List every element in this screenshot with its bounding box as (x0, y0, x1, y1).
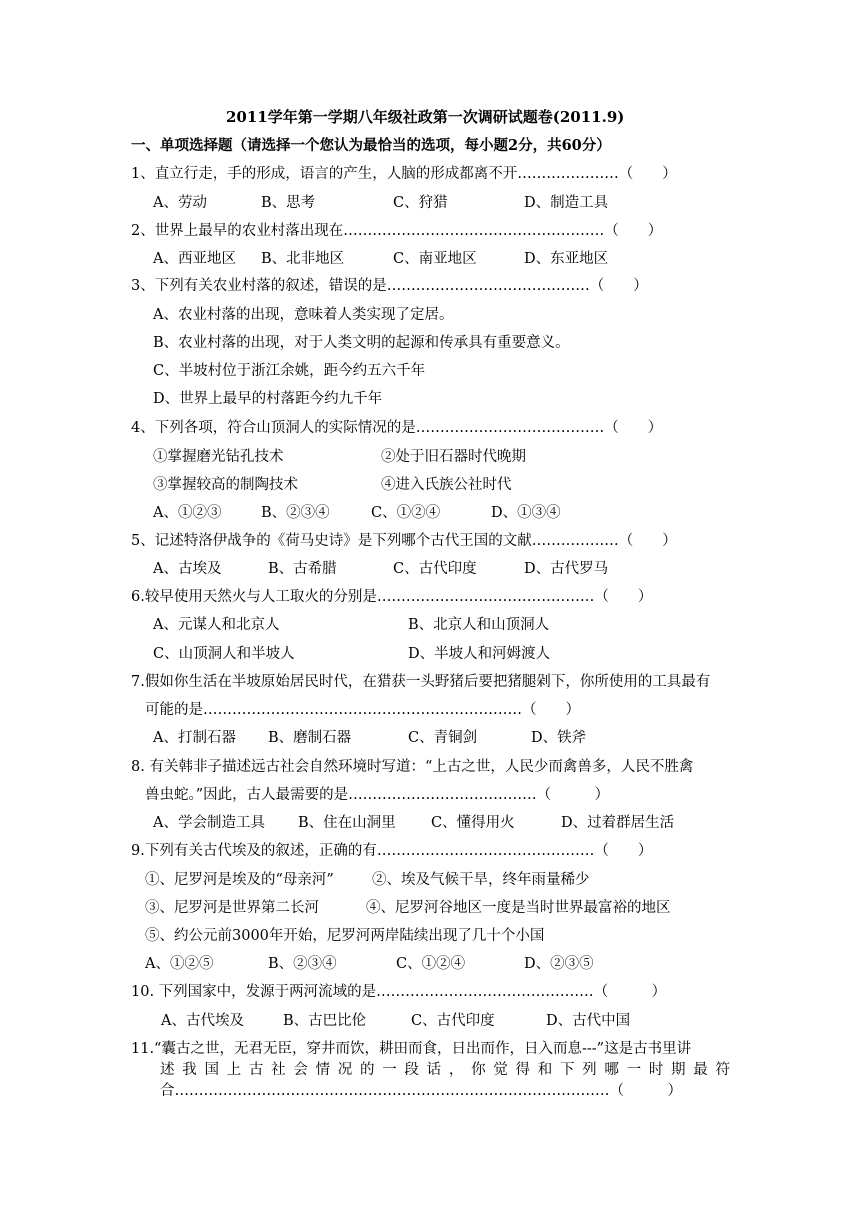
question-7-option-c: C、青铜剑 (408, 730, 478, 746)
exam-title: 2011学年第一学期八年级社政第一次调研试题卷(2011.9) (226, 108, 625, 126)
question-11-char: 一 (626, 1062, 642, 1078)
question-5-option-c: C、古代印度 (393, 561, 477, 577)
question-11-char: 时 (648, 1062, 664, 1078)
question-11-char: 古 (248, 1062, 264, 1078)
question-2-option-a: A、西亚地区 (153, 251, 236, 267)
question-3-option-d: D、世界上最早的村落距今约九千年 (153, 391, 383, 407)
question-9-stem: 9.下列有关古代埃及的叙述，正确的有………………………………………（ ） (131, 843, 653, 859)
question-8-option-a: A、学会制造工具 (153, 815, 265, 831)
question-8-option-b: B、住在山洞里 (298, 815, 396, 831)
question-11-char: 情 (315, 1062, 331, 1078)
question-7-option-a: A、打制石器 (153, 730, 236, 746)
question-11-char: 你 (471, 1062, 486, 1078)
question-8-option-c: C、懂得用火 (431, 815, 515, 831)
question-9-option-b: B、②③④ (268, 956, 337, 972)
question-4-option-b: B、②③④ (261, 505, 330, 521)
question-2-stem: 2、世界上最早的农业村落出现在………………………………………………（ ） (131, 223, 663, 239)
section-heading: 一、单项选择题（请选择一个您认为最恰当的选项，每小题2分，共60分） (131, 137, 611, 154)
question-7-stem-line1: 7.假如你生活在半坡原始居民时代，在猎获一头野猪后要把猪腿剁下，你所使用的工具最有 (131, 674, 711, 690)
question-11-char: 觉 (493, 1062, 508, 1078)
question-5-option-a: A、古埃及 (153, 561, 222, 577)
question-11-stem-line3: 合………………………………………………………………………………（ ） (160, 1083, 682, 1099)
question-9-item-5: ⑤、约公元前3000年开始，尼罗河两岸陆续出现了几十个小国 (145, 928, 545, 944)
question-11-stem-line2 (160, 1060, 730, 1080)
question-5-option-b: B、古希腊 (268, 561, 337, 577)
question-11-char: 述 (160, 1062, 175, 1078)
question-3-stem: 3、下列有关农业村落的叙述，错误的是……………………………………（ ） (131, 278, 648, 294)
question-11-char: 期 (671, 1062, 686, 1078)
question-11-char: 列 (582, 1062, 597, 1078)
question-9-item-4: ④、尼罗河谷地区一度是当时世界最富裕的地区 (366, 900, 671, 916)
question-4-option-d: D、①③④ (491, 505, 561, 521)
question-1-option-a: A、劳动 (153, 195, 207, 211)
question-11-char: 和 (537, 1062, 553, 1078)
question-11-char: 话 (426, 1062, 442, 1078)
question-10-option-c: C、古代印度 (411, 1013, 495, 1029)
question-11-char: 国 (204, 1062, 219, 1078)
question-3-option-b: B、农业村落的出现，对于人类文明的起源和传承具有重要意义。 (153, 335, 570, 351)
question-6-option-d: D、半坡人和河姆渡人 (408, 646, 551, 662)
question-10-stem: 10. 下列国家中，发源于两河流域的是………………………………………（ ） (131, 984, 667, 1000)
question-11-char: 得 (515, 1062, 530, 1078)
question-7-option-b: B、磨制石器 (268, 730, 352, 746)
question-8-stem-line2: 兽虫蛇。”因此，古人最需要的是…………………………………（ ） (145, 787, 610, 803)
question-11-stem-line1: 11.“囊古之世，无君无臣，穿井而饮，耕田而食，日出而作，日入而息---”这是古书里讲 (131, 1041, 692, 1057)
question-8-stem-line1: 8. 有关韩非子描述远古社会自然环境时写道：“上古之世，人民少而禽兽多，人民不胜禽 (131, 759, 694, 775)
question-11-char: 一 (382, 1062, 397, 1078)
question-9-item-1: ①、尼罗河是埃及的“母亲河” (145, 872, 334, 888)
question-11-char: 最 (693, 1062, 708, 1078)
question-11-char: ， (448, 1062, 464, 1078)
question-11-char: 的 (359, 1062, 375, 1078)
question-4-item-3: ③掌握较高的制陶技术 (153, 477, 298, 493)
question-6-stem: 6.较早使用天然火与人工取火的分别是………………………………………（ ） (131, 589, 653, 605)
question-3-option-c: C、半坡村位于浙江余姚，距今约五六千年 (153, 363, 426, 379)
question-5-option-d: D、古代罗马 (524, 561, 609, 577)
question-9-item-2: ②、埃及气候干旱，终年雨量稀少 (372, 872, 590, 888)
question-1-option-b: B、思考 (261, 195, 316, 211)
question-1-option-c: C、狩猎 (393, 195, 448, 211)
question-2-option-d: D、东亚地区 (524, 251, 609, 267)
question-7-stem-line2: 可能的是…………………………………………………………（ ） (145, 702, 580, 718)
question-4-option-a: A、①②③ (153, 505, 222, 521)
question-9-option-c: C、①②④ (396, 956, 466, 972)
question-11-char: 社 (271, 1062, 286, 1078)
question-6-option-c: C、山顶洞人和半坡人 (153, 646, 295, 662)
question-11-char: 况 (337, 1062, 353, 1078)
question-11-char: 会 (293, 1062, 308, 1078)
question-7-option-d: D、铁斧 (531, 730, 587, 746)
question-1-option-d: D、制造工具 (524, 195, 609, 211)
question-2-option-c: C、南亚地区 (393, 251, 477, 267)
question-8-option-d: D、过着群居生活 (561, 815, 675, 831)
question-6-option-a: A、元谋人和北京人 (153, 617, 280, 633)
question-11-char: 我 (182, 1062, 197, 1078)
question-10-option-d: D、古代中国 (546, 1013, 631, 1029)
question-4-item-4: ④进入氏族公社时代 (381, 477, 512, 493)
question-5-stem: 5、记述特洛伊战争的《荷马史诗》是下列哪个古代王国的文献………………（ ） (131, 533, 677, 549)
question-11-char: 符 (715, 1062, 730, 1078)
question-2-option-b: B、北非地区 (261, 251, 345, 267)
question-6-option-b: B、北京人和山顶洞人 (408, 617, 550, 633)
question-4-item-2: ②处于旧石器时代晚期 (381, 449, 526, 465)
question-10-option-a: A、古代埃及 (161, 1013, 244, 1029)
question-9-option-d: D、②③⑤ (524, 956, 594, 972)
question-11-char: 哪 (604, 1062, 619, 1078)
question-9-option-a: A、①②⑤ (145, 956, 214, 972)
question-9-item-3: ③、尼罗河是世界第二长河 (145, 900, 319, 916)
question-4-item-1: ①掌握磨光钻孔技术 (153, 449, 284, 465)
question-10-option-b: B、古巴比伦 (283, 1013, 367, 1029)
question-4-stem: 4、下列各项，符合山顶洞人的实际情况的是…………………………………（ ） (131, 420, 663, 436)
question-11-char: 段 (404, 1062, 419, 1078)
question-3-option-a: A、农业村落的出现，意味着人类实现了定居。 (153, 307, 454, 323)
question-11-char: 下 (559, 1062, 575, 1078)
question-11-char: 上 (226, 1062, 242, 1078)
question-1-stem: 1、直立行走，手的形成，语言的产生，人脑的形成都离不开…………………（ ） (131, 166, 677, 182)
question-4-option-c: C、①②④ (371, 505, 441, 521)
